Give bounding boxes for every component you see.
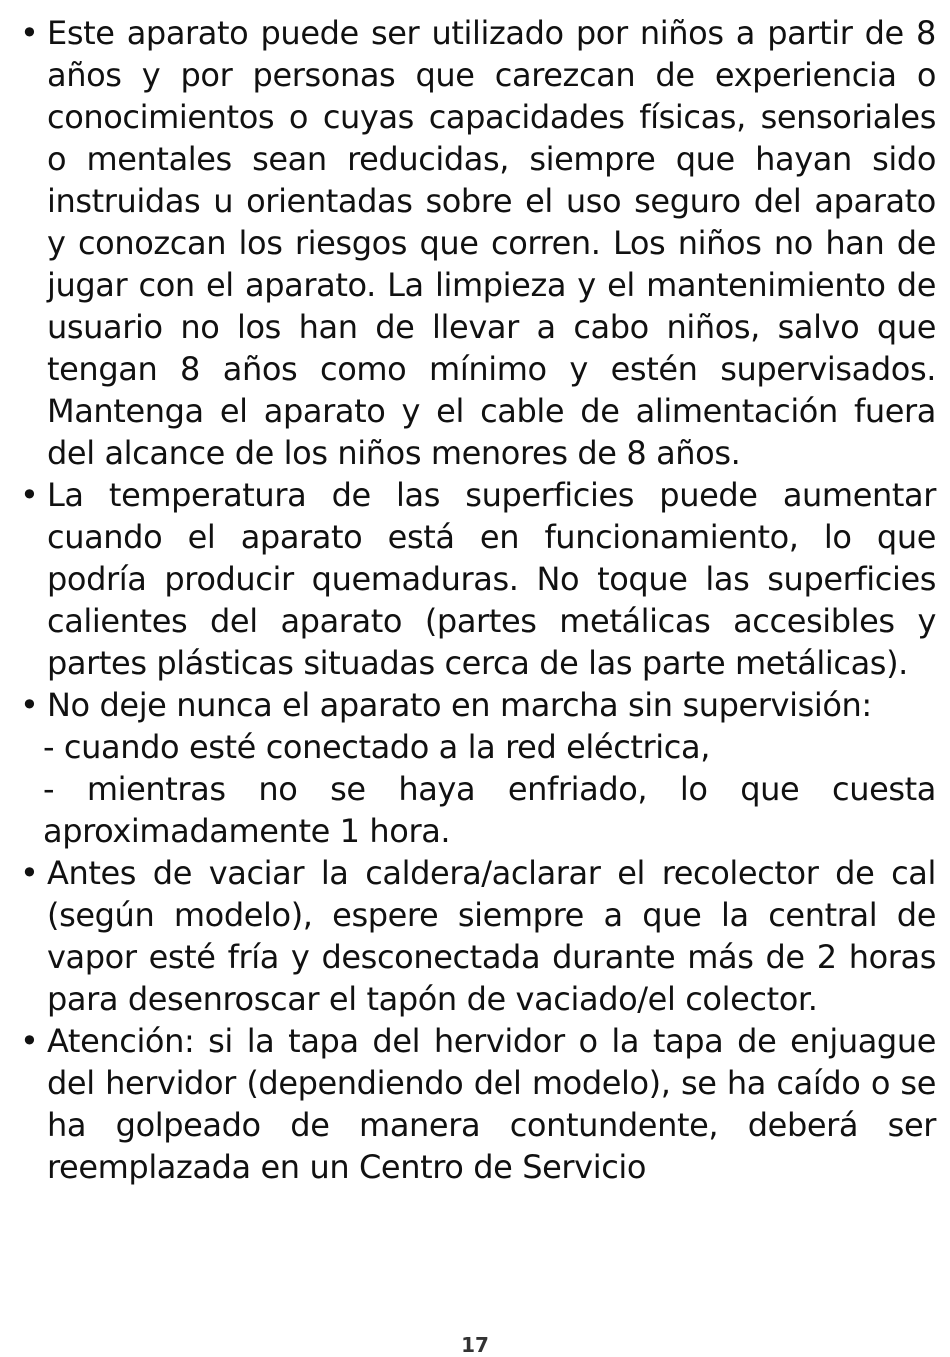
page-number: 17: [461, 1333, 489, 1357]
list-item: [18, 684, 936, 852]
list-item: [18, 1020, 936, 1188]
list-item: [18, 12, 936, 474]
bullet: •: [20, 686, 39, 724]
sub-item: - mientras no se haya enfriado, lo que cuesta aproximadamente 1 hora.: [43, 770, 936, 850]
list-item: [18, 474, 936, 684]
list-item-text: La temperatura de las superficies puede aumentar cuando el aparato está en funcionamiento, lo que podría producir quemaduras. No toque las superficies calientes del aparato (partes metálicas accesibles y partes plásticas situadas cerca de las parte metálicas).: [47, 476, 936, 682]
bullet: •: [20, 854, 39, 892]
bullet: •: [20, 1022, 39, 1060]
bullet: •: [20, 14, 39, 52]
list-item-text: Antes de vaciar la caldera/aclarar el recolector de cal (según modelo), espere siempre a que la central de vapor esté fría y desconectada durante más de 2 horas para desenroscar el tapón de vaciado/el colector.: [47, 854, 936, 1018]
bullet: •: [20, 476, 39, 514]
safety-instructions-list: [18, 12, 936, 1188]
list-item-text: Atención: si la tapa del hervidor o la tapa de enjuague del hervidor (dependiendo del modelo), se ha caído o se ha golpeado de manera contundente, deberá ser reemplazada en un Centro de Servicio: [47, 1022, 936, 1186]
list-item-text: No deje nunca el aparato en marcha sin supervisión:: [47, 686, 872, 724]
sub-item: - cuando esté conectado a la red eléctrica,: [43, 728, 710, 766]
list-item-text: Este aparato puede ser utilizado por niños a partir de 8 años y por personas que carezcan de experiencia o conocimientos o cuyas capacidades físicas, sensoriales o mentales sean reducidas, siempre que hayan sido instruidas u orientadas sobre el uso seguro del aparato y conozcan los riesgos que corren. Los niños no han de jugar con el aparato. La limpieza y el mantenimiento de usuario no los han de llevar a cabo niños, salvo que tengan 8 años como mínimo y estén supervisados. Mantenga el aparato y el cable de alimentación fuera del alcance de los niños menores de 8 años.: [47, 14, 936, 472]
list-item: [18, 852, 936, 1020]
